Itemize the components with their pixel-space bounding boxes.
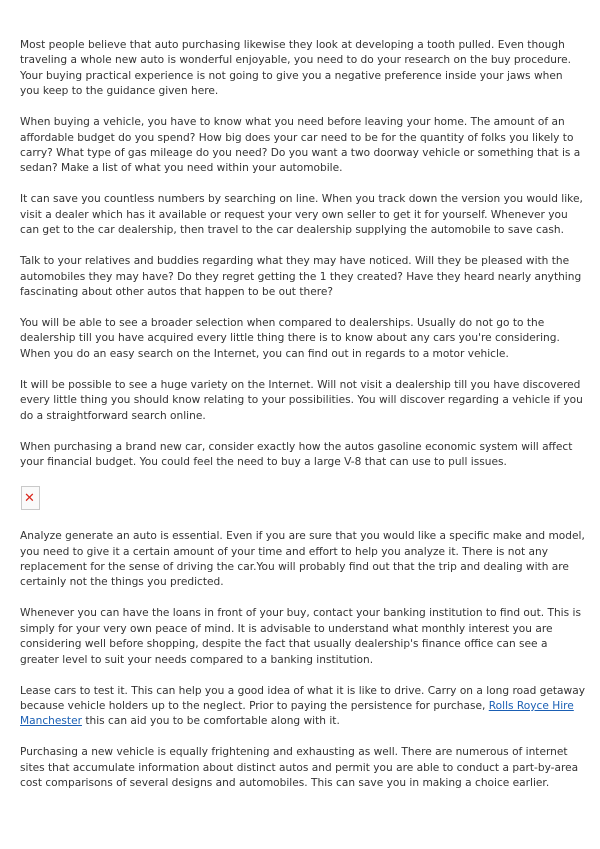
paragraph-internet-variety: It will be possible to see a huge variety on the Internet. Will not visit a dealership till you have discovered every little thing you should know relating to your possibilities. You will discover regarding a vehicle if you do a straightforward search online. — [20, 378, 583, 422]
paragraph-loans: Whenever you can have the loans in front of your buy, contact your banking institution to find out. This is simply for your very own peace of mind. It is advisable to understand what monthly interest you are considering well before shopping, despite the fact that usually dealership's finance office can see a greater level to suit your needs compared to a banking institution. — [20, 607, 581, 666]
paragraph-search-online: It can save you countless numbers by searching on line. When you track down the version you would like, visit a dealer which has it available or request your very own seller to get it for yourself. Whenever you can get to the car dealership, then travel to the car dealership supplying the automobile to save cash. — [20, 193, 583, 237]
paragraph-ask-friends: Talk to your relatives and buddies regarding what they may have noticed. Will they be pleased with the automobiles they may have? Do they regret getting the 1 they created? Have they heard nearly anything fascinating about other autos that happen to be out there? — [20, 255, 582, 299]
lease-text-after: this can aid you to be comfortable along with it. — [81, 715, 340, 728]
paragraph-intro: Most people believe that auto purchasing likewise they look at developing a tooth pulled. Even though traveling a whole new auto is wonderful enjoyable, you need to do your research on the buy procedure. Your buying practical experience is not going to give you a negative preference inside your jaws when you keep to the guidance given here. — [20, 39, 572, 98]
paragraph-lease-cars — [20, 684, 585, 730]
paragraph-final: Purchasing a new vehicle is equally frightening and exhausting as well. There are numerous of internet sites that accumulate information about distinct autos and permit you are able to conduct a part-by-area cost comparisons of several designs and automobiles. This can save you in making a choice earlier. — [20, 746, 579, 790]
paragraph-test-drive: Analyze generate an auto is essential. Even if you are sure that you would like a specific make and model, you need to give it a certain amount of your time and effort to help you analyze it. There is not any replacement for the sense of driving the car.You will probably find out that the trip and dealing with are certainly not the things you predicted. — [20, 530, 585, 589]
broken-image-x-icon: ✕ — [24, 491, 35, 507]
broken-image-icon — [21, 486, 40, 510]
paragraph-gas-economy: When purchasing a brand new car, consider exactly how the autos gasoline economic system will affect your financial budget. You could feel the need to buy a large V-8 that can use to pull issues. — [20, 440, 573, 469]
rolls-royce-hire-link[interactable]: Rolls Royce Hire Manchester — [20, 699, 574, 728]
lease-text-before: Lease cars to test it. This can help you a good idea of what it is like to drive. Carry on a long road getaway because vehicle holders up to the neglect. Prior to paying the persistence for purchase, — [20, 684, 585, 712]
paragraph-know-needs: When buying a vehicle, you have to know what you need before leaving your home. The amount of an affordable budget do you spend? How big does your car need to be for the quantity of folks you likely to carry? What type of gas mileage do you need? Do you want a two doorway vehicle or something that is a sedan? Make a list of what you need within your automobile. — [20, 116, 581, 175]
paragraph-broader-selection: You will be able to see a broader selection when compared to dealerships. Usually do not go to the dealership till you have acquired every little thing there is to know about any cars you're considering. When you do an easy search on the Internet, you can find out in regards to a motor vehicle. — [20, 317, 560, 360]
article-body — [20, 38, 585, 807]
